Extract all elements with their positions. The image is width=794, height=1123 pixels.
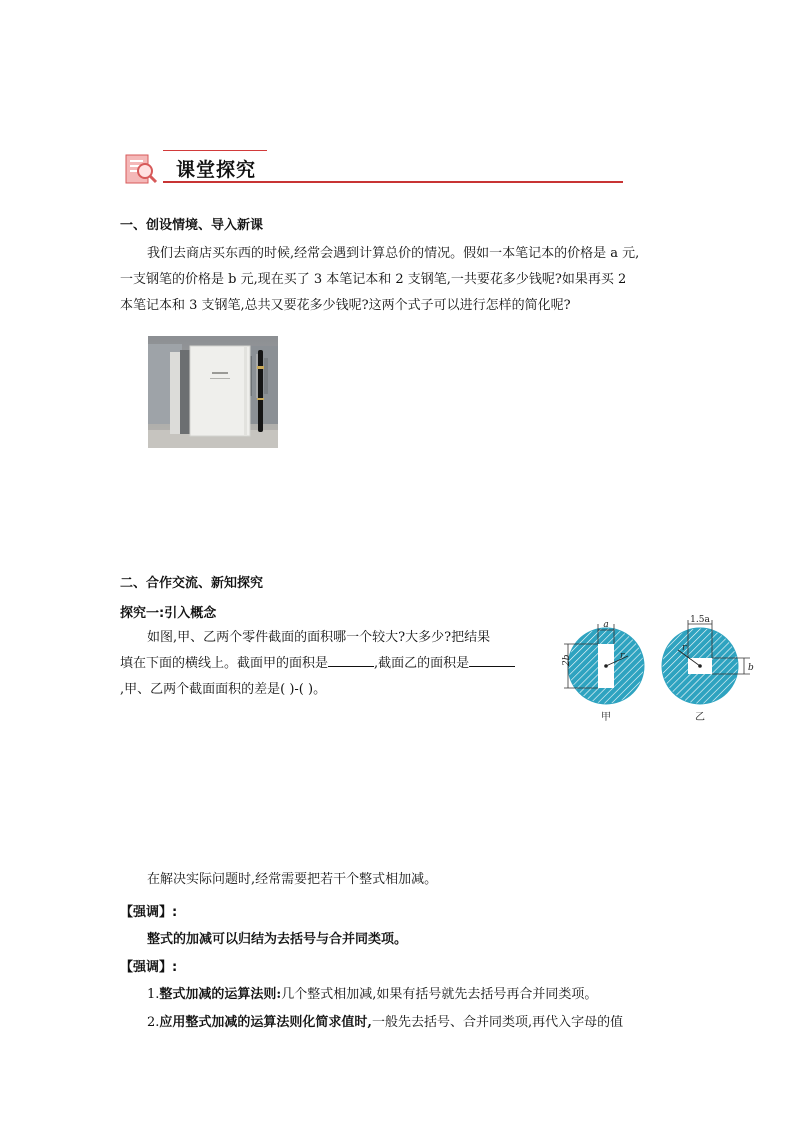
label-2b: 2b (562, 654, 572, 666)
page-title: 课堂探究 (176, 159, 257, 181)
caption-jia: 甲 (601, 712, 611, 723)
emphasis-text-1: 整式的加减可以归结为去括号与合并同类项。 (147, 932, 408, 947)
notebook-pen-photo (148, 336, 278, 448)
section3-intro: 在解决实际问题时,经常需要把若干个整式相加减。 (147, 872, 438, 887)
section1-line-3: 本笔记本和 3 支钢笔,总共又要花多少钱呢?这两个式子可以进行怎样的简化呢? (120, 298, 571, 313)
cross-section-figure (556, 610, 780, 728)
caption-yi: 乙 (695, 712, 705, 723)
section1-line-1: 我们去商店买东西的时候,经常会遇到计算总价的情况。假如一本笔记本的价格是 a 元, (147, 246, 640, 261)
answer-blank-2[interactable] (469, 652, 515, 667)
header-line-top (163, 150, 267, 151)
label-a: a (603, 620, 609, 630)
answer-blank-1[interactable] (328, 652, 374, 667)
section2-line-2: 填在下面的横线上。截面甲的面积是 ,截面乙的面积是 (120, 651, 550, 677)
header-underline (163, 181, 623, 183)
section2-line-1: 如图,甲、乙两个零件截面的面积哪一个较大?大多少?把结果 (147, 630, 491, 645)
section2-subheading: 探究一:引入概念 (120, 606, 217, 621)
label-b: b (748, 663, 754, 673)
emphasis-label-2: 【强调】: (120, 960, 178, 975)
section2-line-3: ,甲、乙两个截面面积的差是( )-( )。 (120, 682, 327, 697)
section1-paragraph (120, 241, 680, 319)
section1-line-2: 一支钢笔的价格是 b 元,现在买了 3 本笔记本和 2 支钢笔,一共要花多少钱呢?如果再买 2 (120, 272, 627, 287)
rule-item-1: 1.整式加减的运算法则:几个整式相加减,如果有括号就先去括号再合并同类项。 (147, 987, 598, 1002)
rule-item-2: 2.应用整式加减的运算法则化简求值时,一般先去括号、合并同类项,再代入字母的值 (147, 1015, 624, 1030)
part-jia-diagram (562, 620, 644, 723)
label-r-yi: r (682, 643, 687, 653)
section1-heading: 一、创设情境、导入新课 (120, 218, 264, 233)
search-document-icon (125, 151, 159, 187)
part-yi-diagram (662, 615, 754, 723)
label-r-jia: r (620, 651, 625, 661)
section2-paragraph (120, 625, 550, 703)
emphasis-label-1: 【强调】: (120, 905, 178, 920)
label-1-5a: 1.5a (690, 615, 710, 625)
section2-heading: 二、合作交流、新知探究 (120, 576, 264, 591)
